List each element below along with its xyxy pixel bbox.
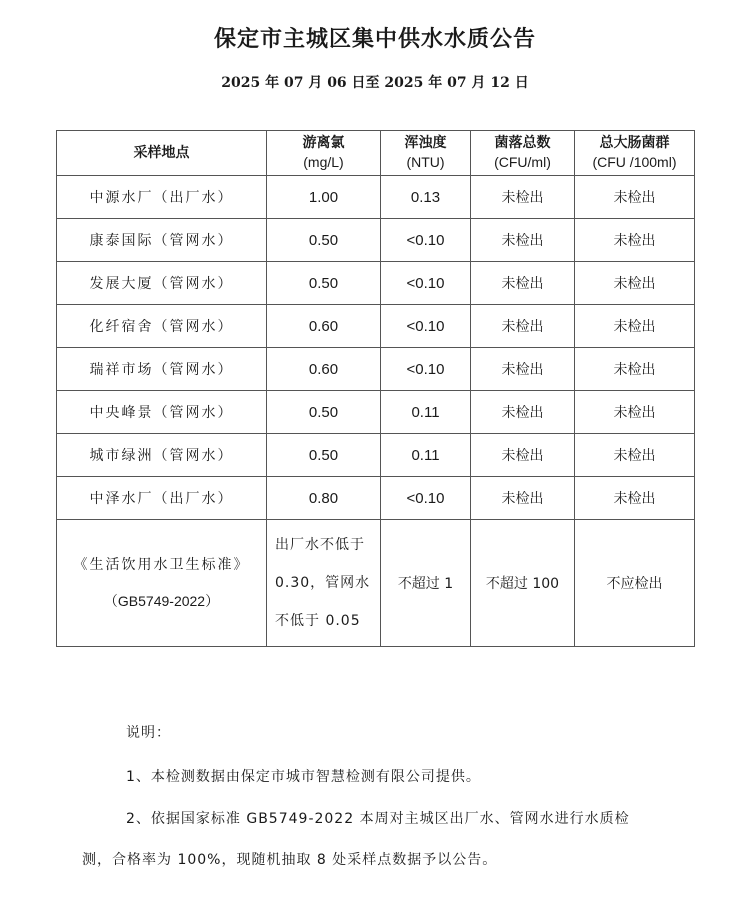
cell-turbidity: <0.10 (381, 219, 471, 262)
standard-chlorine-line: 不低于 0.05 (275, 613, 361, 629)
note-item-2: 2、依据国家标准 GB5749-2022 本周对主城区出厂水、管网水进行水质检 (126, 811, 630, 827)
standard-chlorine-cell (267, 520, 381, 647)
header-unit: (NTU) (406, 154, 445, 170)
cell-site: 中源水厂（出厂水） (57, 176, 267, 219)
cell-colony: 未检出 (471, 348, 575, 391)
table-row (57, 219, 695, 262)
header-coliform (575, 131, 695, 176)
cell-colony: 未检出 (471, 219, 575, 262)
header-label: 菌落总数 (494, 135, 551, 151)
table-header-row (57, 131, 695, 176)
cell-turbidity: 0.11 (381, 391, 471, 434)
standard-name: 《生活饮用水卫生标准》 (73, 557, 250, 573)
cell-coliform: 未检出 (575, 176, 695, 219)
cell-chlorine: 0.50 (267, 219, 381, 262)
standard-row (57, 520, 695, 647)
header-site (57, 131, 267, 176)
cell-chlorine: 0.60 (267, 348, 381, 391)
cell-coliform: 未检出 (575, 391, 695, 434)
table-row (57, 434, 695, 477)
header-label: 游离氯 (302, 135, 345, 151)
cell-coliform: 未检出 (575, 262, 695, 305)
standard-coliform: 不应检出 (575, 520, 695, 647)
cell-colony: 未检出 (471, 262, 575, 305)
note-item-1: 1、本检测数据由保定市城市智慧检测有限公司提供。 (126, 769, 481, 785)
standard-chlorine-line: 出厂水不低于 (275, 537, 365, 553)
cell-site: 中泽水厂（出厂水） (57, 477, 267, 520)
standard-chlorine-line: 0.30，管网水 (275, 575, 371, 591)
table-row (57, 305, 695, 348)
cell-colony: 未检出 (471, 305, 575, 348)
cell-coliform: 未检出 (575, 305, 695, 348)
header-turbidity (381, 131, 471, 176)
standard-turbidity: 不超过 1 (381, 520, 471, 647)
header-label: 总大肠菌群 (599, 135, 670, 151)
cell-chlorine: 0.50 (267, 262, 381, 305)
cell-chlorine: 0.50 (267, 391, 381, 434)
table-row (57, 176, 695, 219)
header-unit: (mg/L) (303, 154, 344, 170)
standard-colony: 不超过 100 (471, 520, 575, 647)
cell-turbidity: <0.10 (381, 477, 471, 520)
cell-coliform: 未检出 (575, 219, 695, 262)
cell-coliform: 未检出 (575, 477, 695, 520)
water-quality-table (56, 130, 695, 647)
header-label: 浑浊度 (404, 135, 447, 151)
header-unit: (CFU /100ml) (592, 154, 677, 170)
table-row (57, 348, 695, 391)
cell-chlorine: 0.80 (267, 477, 381, 520)
cell-colony: 未检出 (471, 391, 575, 434)
standard-code: （GB5749-2022） (103, 593, 220, 609)
table-row (57, 262, 695, 305)
cell-site: 化纤宿舍（管网水） (57, 305, 267, 348)
cell-site: 瑞祥市场（管网水） (57, 348, 267, 391)
header-colony-count (471, 131, 575, 176)
cell-coliform: 未检出 (575, 434, 695, 477)
notes-heading: 说明： (126, 725, 171, 741)
note-item-2-continuation: 测，合格率为 100%，现随机抽取 8 处采样点数据予以公告。 (82, 852, 498, 868)
cell-chlorine: 0.60 (267, 305, 381, 348)
header-label: 采样地点 (133, 144, 190, 161)
cell-turbidity: 0.13 (381, 176, 471, 219)
cell-turbidity: <0.10 (381, 348, 471, 391)
cell-site: 发展大厦（管网水） (57, 262, 267, 305)
table-row (57, 391, 695, 434)
cell-coliform: 未检出 (575, 348, 695, 391)
cell-site: 康泰国际（管网水） (57, 219, 267, 262)
cell-turbidity: 0.11 (381, 434, 471, 477)
cell-chlorine: 0.50 (267, 434, 381, 477)
page-title: 保定市主城区集中供水水质公告 (213, 27, 536, 52)
cell-site: 中央峰景（管网水） (57, 391, 267, 434)
header-free-chlorine (267, 131, 381, 176)
standard-name-cell (57, 520, 267, 647)
cell-turbidity: <0.10 (381, 262, 471, 305)
cell-turbidity: <0.10 (381, 305, 471, 348)
header-unit: (CFU/ml) (494, 154, 551, 170)
cell-colony: 未检出 (471, 434, 575, 477)
table-row (57, 477, 695, 520)
date-range: 2025 年 07 月 06 日至 2025 年 07 月 12 日 (221, 75, 529, 91)
cell-site: 城市绿洲（管网水） (57, 434, 267, 477)
cell-colony: 未检出 (471, 477, 575, 520)
cell-chlorine: 1.00 (267, 176, 381, 219)
cell-colony: 未检出 (471, 176, 575, 219)
